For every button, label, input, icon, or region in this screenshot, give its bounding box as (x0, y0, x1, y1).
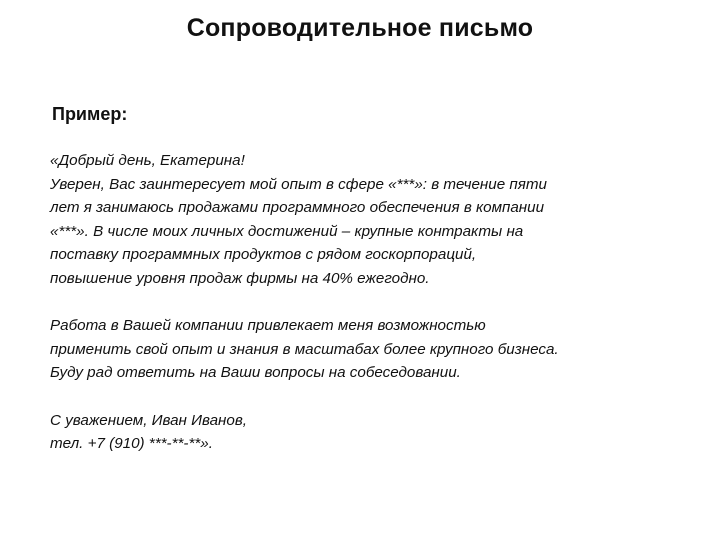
letter-line: поставку программных продуктов с рядом госкорпораций, (50, 246, 477, 264)
letter-line: Уверен, Вас заинтересует мой опыт в сфере «***»: в течение пяти (50, 175, 547, 193)
letter-signature (50, 409, 710, 456)
letter-line: Буду рад ответить на Ваши вопросы на собеседовании. (50, 364, 461, 382)
example-heading: Пример: (52, 104, 128, 124)
letter-paragraph-motivation (50, 314, 710, 385)
letter-paragraph-intro (50, 149, 710, 291)
letter-line: лет я занимаюсь продажами программного обеспечения в компании (50, 199, 545, 217)
letter-body (50, 149, 710, 479)
letter-line: «Добрый день, Екатерина! (50, 152, 245, 169)
letter-line: Работа в Вашей компании привлекает меня возможностью (50, 317, 486, 335)
phone-line: тел. +7 (910) ***-**-**». (50, 435, 213, 453)
signature-line: С уважением, Иван Иванов, (50, 411, 247, 429)
letter-line: повышение уровня продаж фирмы на 40% ежегодно. (50, 269, 430, 287)
page-title: Сопроводительное письмо (186, 14, 534, 42)
letter-line: «***». В числе моих личных достижений – крупные контракты на (50, 222, 524, 240)
letter-line: применить свой опыт и знания в масштабах более крупного бизнеса. (50, 340, 559, 358)
